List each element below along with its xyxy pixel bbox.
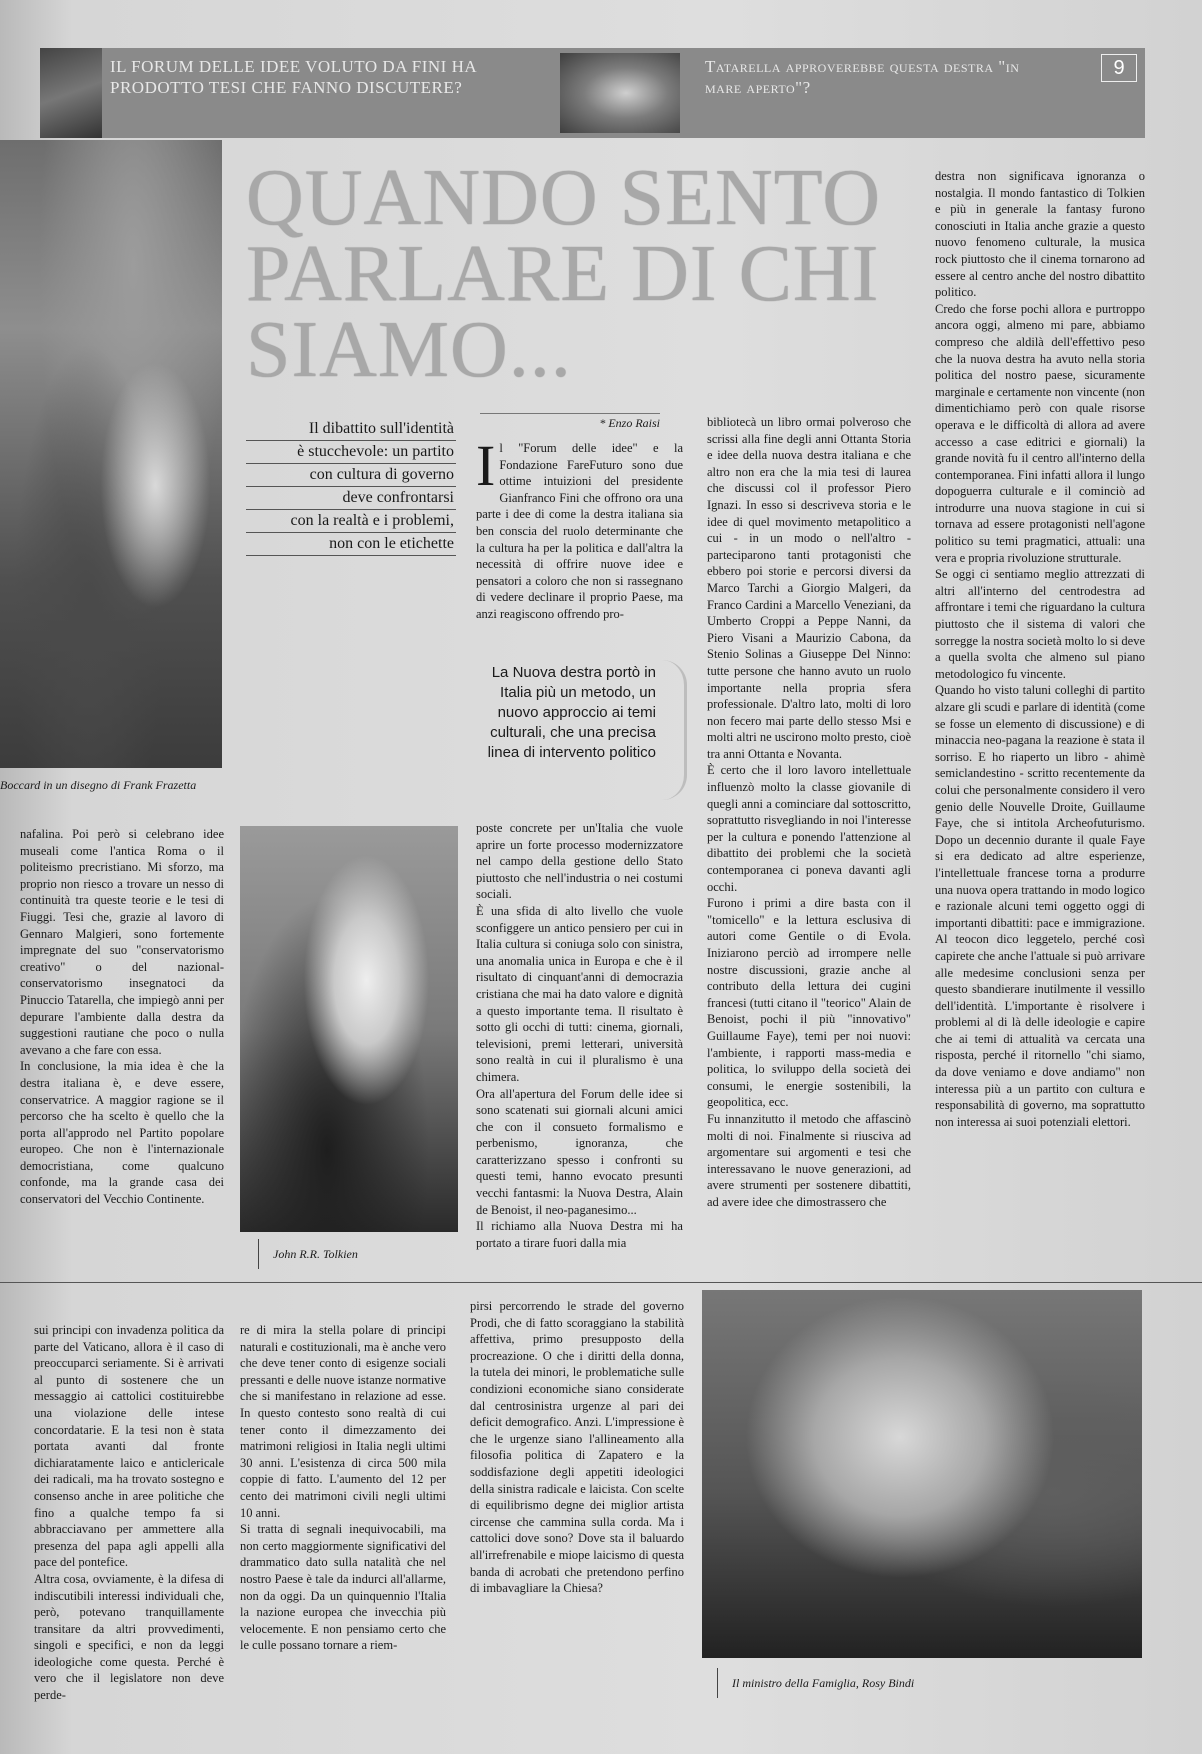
article-column-1-top xyxy=(476,440,683,635)
deck-line: con cultura di governo xyxy=(246,464,456,487)
tolkien-caption: John R.R. Tolkien xyxy=(258,1239,473,1269)
article-column-2: bibliotecà un libro ormai polveroso che scrissi alla fine degli anni Ottanta Storia e idee della nuova destra italiana e che altro non era che la mia tesi di laurea che discussi col il professor Piero Ignazi. In esso si descriveva storia e le idee di quel movimento metapolitico a cui - in un modo o nell'altro - parteciparono tanti protagonisti che ebbero poi storie e percorsi diversi da Marco Tarchi a Giorgio Malgeri, da Franco Cardini a Marcello Veneziani, da Umberto Croppi a Peppe Nanni, da Piero Visani a Maurizio Cabona, da Stenio Solinas a Giuseppe Del Ninno: tutte persone che hanno avuto un ruolo importante nella propria sfera professionale. D'altro lato, molti di loro non fecero mai parte dello stesso Msi e molti altri ne uscirono molto presto, cioè tra anni Ottanta e Novanta. È certo che il loro lavoro intellettuale influenzò molto la classe giovanile di quegli anni a cominciare dal sottoscritto, soprattutto risvegliando in noi l'interesse per la cultura e ponendo l'attenzione al dibattito dei problemi che la società contemporanea ci poneva davanti agli occhi. Furono i primi a dire basta con il "tomicello" e la lettura esclusiva di autori come Gentile o di Evola. Iniziarono perciò ad irrompere nelle nostre discussioni, grazie anche al contributo della lettura dei cugini francesi (tutti citano il "teorico" Alain de Benoist, pochi il più "innovativo" Guillaume Faye), temi per noi nuovi: l'ambiente, i rapporti mass-media e politica, lo sviluppo della società dei consumi, le energie sostenibili, la geopolitica, ecc. Fu innanzitutto il metodo che affascinò molti di noi. Finalmente si riusciva ad argomentare sui argomenti e tesi che interessavano le nuove generazioni, ad avere strumenti per sostenere dibattiti, ad avere idee che dimostrassero che xyxy=(707,415,911,1209)
dropcap: I xyxy=(476,440,496,498)
painting-caption: Boccard in un disegno di Frank Frazetta xyxy=(0,778,197,792)
deck-line: con la realtà e i problemi, xyxy=(246,510,456,533)
headline: QUANDO SENTO PARLARE DI CHI SIAMO... xyxy=(246,154,881,394)
banner-logo xyxy=(40,48,102,138)
deck-line: non con le etichette xyxy=(246,533,456,556)
bindi-photo xyxy=(702,1290,1142,1658)
tolkien-photo xyxy=(240,826,458,1232)
article-column-mid-mid: poste concrete per un'Italia che vuole aprire un forte processo modernizzatore nel campo della gestione dello Stato piuttosto che nell'industria o nei costumi sociali. È una sfida di alto livello che vuole sconfiggere un antico pensiero per cui in Italia cultura si coniuga solo con sinistra, una anomalia unica in Europa e che è il risultato di cinquant'anni di democrazia cristiana che mai ha dato valore e dignità a questo importante tema. Il risultato è sotto gli occhi di tutti: cinema, giornali, televisioni, premi letterari, università sono realtà in cui il pluralismo è una chimera. Ora all'apertura del Forum delle idee si sono scatenati sui giornali alcuni amici che con il consueto formalismo e perbenismo, ignoranza, che caratterizzano spesso i confronti su questi temi, hanno evocato presunti vecchi fantasmi: la Nuova Destra, Alain de Benoist, il neo-paganesimo... Il richiamo alla Nuova Destra mi ha portato a tirare fuori dalla mia xyxy=(476,821,683,1250)
bottom-column-1: sui principi con invadenza politica da parte del Vaticano, allora è il caso di preoccuparci seriamente. Si è arrivati al punto di sostenere che un messaggio ai cattolici costituirebbe una violazione delle intese concordatarie. E la tesi non è stata portata avanti dal fronte dichiaratamente laico e anticlericale dei radicali, ma ha trovato sostegno e consenso anche in aree politiche che fino a qualche tempo fa si abbracciavano per ammettere alla presenza del papa agli appelli alla pace del pontefice. Altra cosa, ovviamente, è la difesa di indiscutibili interessi individuali che, però, potevano tranquillamente transitare da altri provvedimenti, singoli e specifici, e non da leggi ideologiche come questa. Perché è vero che il legislatore non deve perde- xyxy=(34,1323,224,1703)
deck-line: Il dibattito sull'identità xyxy=(246,418,456,441)
banner-right-text: Tatarella approverebbe questa destra "in mare aperto"? xyxy=(705,57,1020,97)
article-column-left-mid: nafalina. Poi però si celebrano idee museali come l'antica Roma o il politeismo precristiano. Mi sforzo, ma proprio non riesco a trovare un nesso di continuità tra queste teorie e le tesi di Fiuggi. Tesi che, grazie al lavoro di Gennaro Malgieri, sono fortemente impregnate del suo "conservatorismo creativo" o del nazional-conservatorismo insegnatoci da Pinuccio Tatarella, che impiegò anni per depurare l'ambiente dalla destra da suggestioni rautiane che poco o nulla avevano a che fare con essa. In conclusione, la mia idea è che la destra italiana è, e deve essere, conservatrice. A maggior ragione se il percorso che ha scelto è quello che la porta all'approdo nel Partito popolare europeo. Che non è l'internazionale democristiana, come qualcuno confonde, ma la grande casa dei conservatori del Vecchio Continente. xyxy=(20,827,224,1207)
pullquote: La Nuova destra portò in Italia più un metodo, un nuovo approccio ai temi culturali, che una precisa linea di intervento politico xyxy=(487,664,656,761)
section-divider xyxy=(0,1282,1202,1283)
bindi-caption: Il ministro della Famiglia, Rosy Bindi xyxy=(717,1668,1152,1698)
deck-line: è stucchevole: un partito xyxy=(246,441,456,464)
bottom-column-3: pirsi percorrendo le strade del governo Prodi, che di fatto scoraggiano la stabilità affettiva, primo presupposto della procreazione. O che i diritti della donna, la tutela dei minori, le problematiche sulle condizioni economiche siano considerate dal centrosinistra urgenze al pari dei deficit demografico. Anzi. L'impressione è che le urgenze siano l'allineamento alla filosofia politica di Zapatero e la soddisfazione degli appetiti ideologici della sinistra radicale e laicista. Con scelte di equilibrismo degne dei miglior artista circense che cammina sulla corda. Ma i cattolici dove sono? Dove sta il baluardo all'irrefrenabile e miope laicismo di questa banda di acrobati che pretendono perfino di imbavagliare la Chiesa? xyxy=(470,1299,684,1596)
page-number: 9 xyxy=(1101,54,1137,82)
banner-left-text: IL FORUM DELLE IDEE VOLUTO DA FINI HA PRODOTTO TESI CHE FANNO DISCUTERE? xyxy=(110,57,477,97)
frazetta-painting-image xyxy=(0,140,222,768)
deck xyxy=(246,418,456,556)
bottom-column-2: re di mira la stella polare di principi naturali e costituzionali, ma è anche vero che deve tener conto di esigenze sociali pressanti e delle nuove istanze normative che si manifestano in relazione ad esse. In questo contesto sono realtà di cui tener conto il dimezzamento dei matrimoni religiosi in Italia negli ultimi 30 anni. L'esistenza di circa 500 mila coppie di fatto. L'aumento del 12 per cento dei matrimoni civili negli ultimi 10 anni. Si tratta di segnali inequivocabili, ma non certo maggiormente significativi del drammatico dato sulla natalità che nel nostro Paese è tale da indurci all'allarme, non da oggi. Da un quinquennio l'Italia la nazione europea che invecchia più velocemente. E non pensiamo certo che le culle possano tornare a riem- xyxy=(240,1323,446,1653)
top-banner xyxy=(40,48,1145,138)
deck-line: deve confrontarsi xyxy=(246,487,456,510)
banner-portrait-photo xyxy=(560,53,680,133)
pullquote-bracket xyxy=(662,660,687,800)
column-text: l "Forum delle idee" e la Fondazione FareFuturo sono due ottime intuizioni del presidente Gianfranco Fini che offrono ora una parte i dee di come la destra italiana sia ben conscia del ruolo determinante che la cultura ha per la politica e dall'altra la necessità di offrire nuove idee e pensatori a coloro che non si rassegnano di vedere declinare il proprio Paese, ma anzi reagiscono offrendo pro- xyxy=(476,441,683,621)
article-column-3: destra non significava ignoranza o nostalgia. Il mondo fantastico di Tolkien e più in generale la fantasy furono conosciuti in Italia anche grazie a questo nuovo fenomeno culturale, la musica rock piuttosto che il cinema tornarono ad essere al centro anche del nostro dibattito politico. Credo che forse pochi allora e purtroppo ancora oggi, almeno mi pare, abbiamo compreso che aldilà dell'effettivo peso che la nuova destra ha avuto nella storia politica del nostro paese, sicuramente marginale e certamente non vincente (non dimentichiamo però con quale risorse operava e le difficoltà di allora ad avere accesso a case editrici e giornali) la grande novità fu il centro all'interno della contemporanea. Fini infatti allora il lungo dopoguerra culturale e il cominciò ad introdurre una nuova stagione in cui si tornava ad essere protagonisti nell'agone politico su temi pragmatici, attuali: una vera e propria rivoluzione strutturale. Se oggi ci sentiamo meglio attrezzati di altri all'interno del centrodestra ad affrontare i temi che riguardano la cultura piuttosto che il sistema di valori che sorregge la nostra società molto lo si deve a quella svolta che almeno sul piano metodologico fu vincente. Quando ho visto taluni colleghi di partito alzare gli scudi e parlare di identità (come se fosse un elemento di discussione) e di minaccia neo-pagana la reazione è stata il sorriso. E ho riaperto un libro - ahimè semiclandestino - scritto recentemente da colui che personalmente considero il vero genio delle Nouvelle Droite, Guillaume Faye, che si intitola Archeofuturismo. Dopo un decennio durante il quale Faye si era dedicato ad altre esperienze, l'intellettuale francese torna a produrre una nuova opera trattando in modo logico e razionale alcuni temi oggetto oggi di importanti dibattiti: pace e immigrazione. Al teocon dico leggetelo, perché così capirete che anche l'attuale si può arrivare alle medesime conclusioni senza per questo sbandierare inutilmente il vessillo dell'identità. L'importante è risolvere i problemi al di là delle ideologie e capire che ai temi di attualità va cercata una risposta, perché il ritornello "chi siamo, da dove veniamo e dove andiamo" non interessa più a un partito con cultura e responsabilità di governo, ma soprattutto non interessa ai suoi potenziali elettori. xyxy=(935,169,1145,1129)
byline: * Enzo Raisi xyxy=(480,413,660,431)
